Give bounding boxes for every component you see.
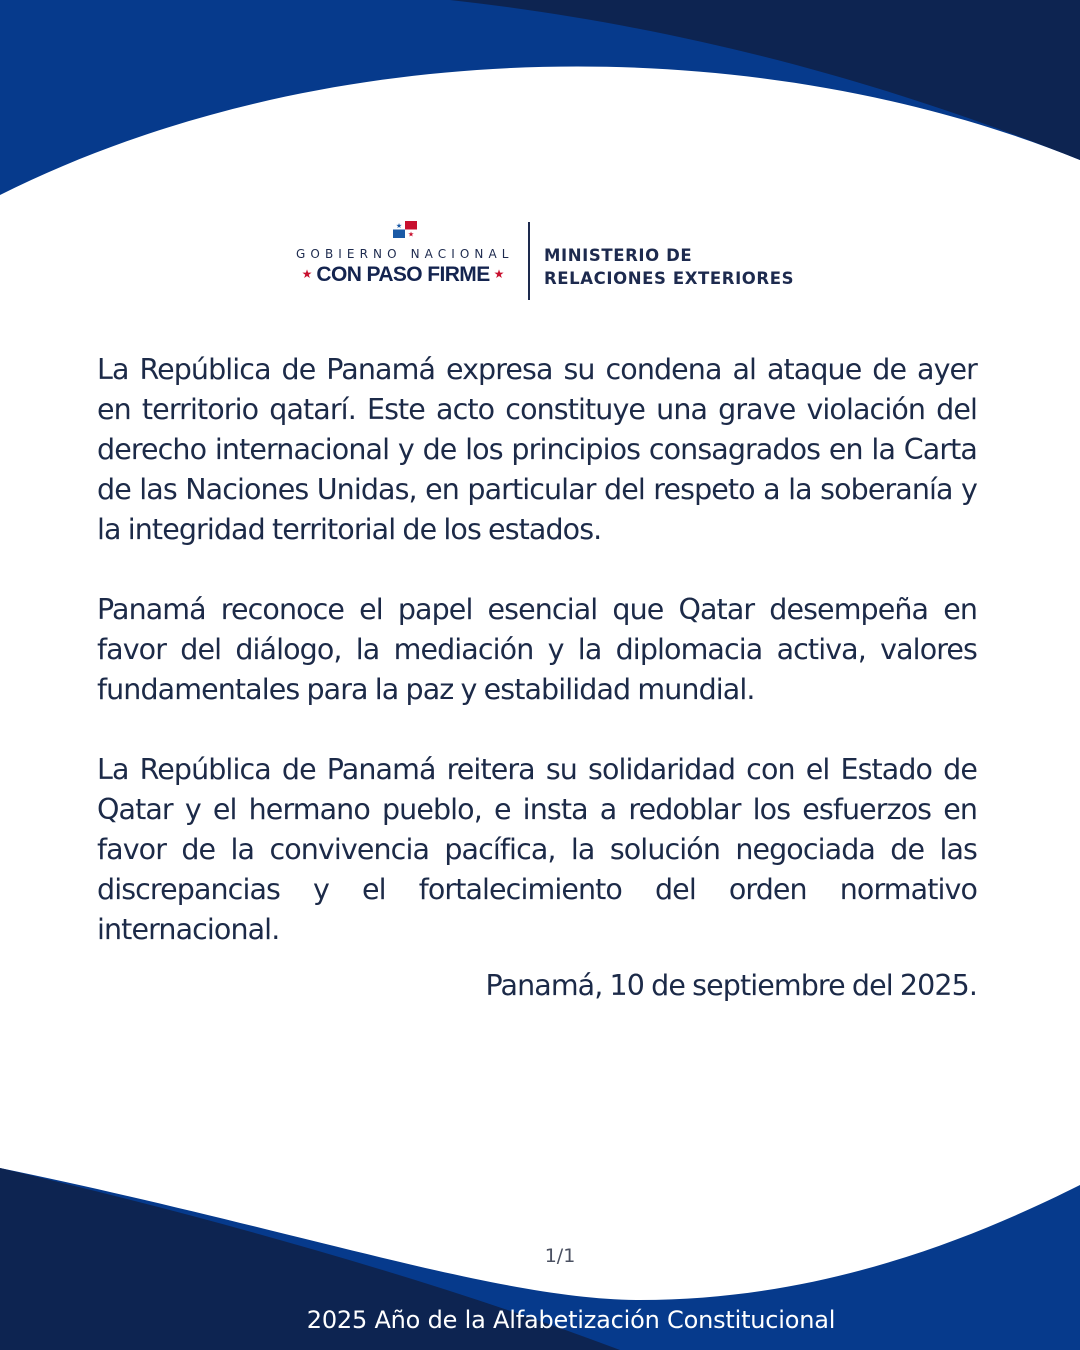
- paragraph-1: La República de Panamá expresa su condena al ataque de ayer en territorio qatarí. Este acto constituye una grave violación del derecho internacional y de los principios consagrados en la Carta de las Naciones Unidas, en particular del respeto a la soberanía y la integridad territorial de los estados.: [97, 353, 977, 546]
- paragraph-2: Panamá reconoce el papel esencial que Qatar desempeña en favor del diálogo, la mediación y la diplomacia activa, valores fundamentales para la paz y estabilidad mundial.: [97, 593, 977, 706]
- statement-body: [97, 350, 977, 1006]
- motto-row: [296, 263, 510, 287]
- paragraph-3: La República de Panamá reitera su solidaridad con el Estado de Qatar y el hermano pueblo, e insta a redoblar los esfuerzos en favor de la convivencia pacífica, la solución negociada de las discrepancias y el fortalecimiento del orden normativo internacional.: [97, 753, 977, 946]
- star-icon: ★: [301, 267, 313, 281]
- panama-flag-icon: [393, 221, 417, 238]
- svg-text:★: ★: [395, 222, 403, 230]
- signoff-date: Panamá, 10 de septiembre del 2025.: [485, 969, 977, 1002]
- logo-divider: [528, 222, 530, 300]
- ministry-name: [544, 244, 794, 290]
- ministry-line-1: MINISTERIO DE: [544, 246, 693, 265]
- svg-text:★: ★: [407, 230, 415, 238]
- page-indicator: 1/1: [544, 1245, 576, 1267]
- footer-slogan: 2025 Año de la Alfabetización Constitucional: [306, 1306, 836, 1334]
- star-icon: ★: [493, 267, 505, 281]
- ministry-line-2: RELACIONES EXTERIORES: [544, 269, 795, 288]
- government-label: GOBIERNO NACIONAL: [296, 247, 514, 261]
- government-logo: [290, 218, 810, 308]
- motto: CON PASO FIRME: [316, 263, 490, 286]
